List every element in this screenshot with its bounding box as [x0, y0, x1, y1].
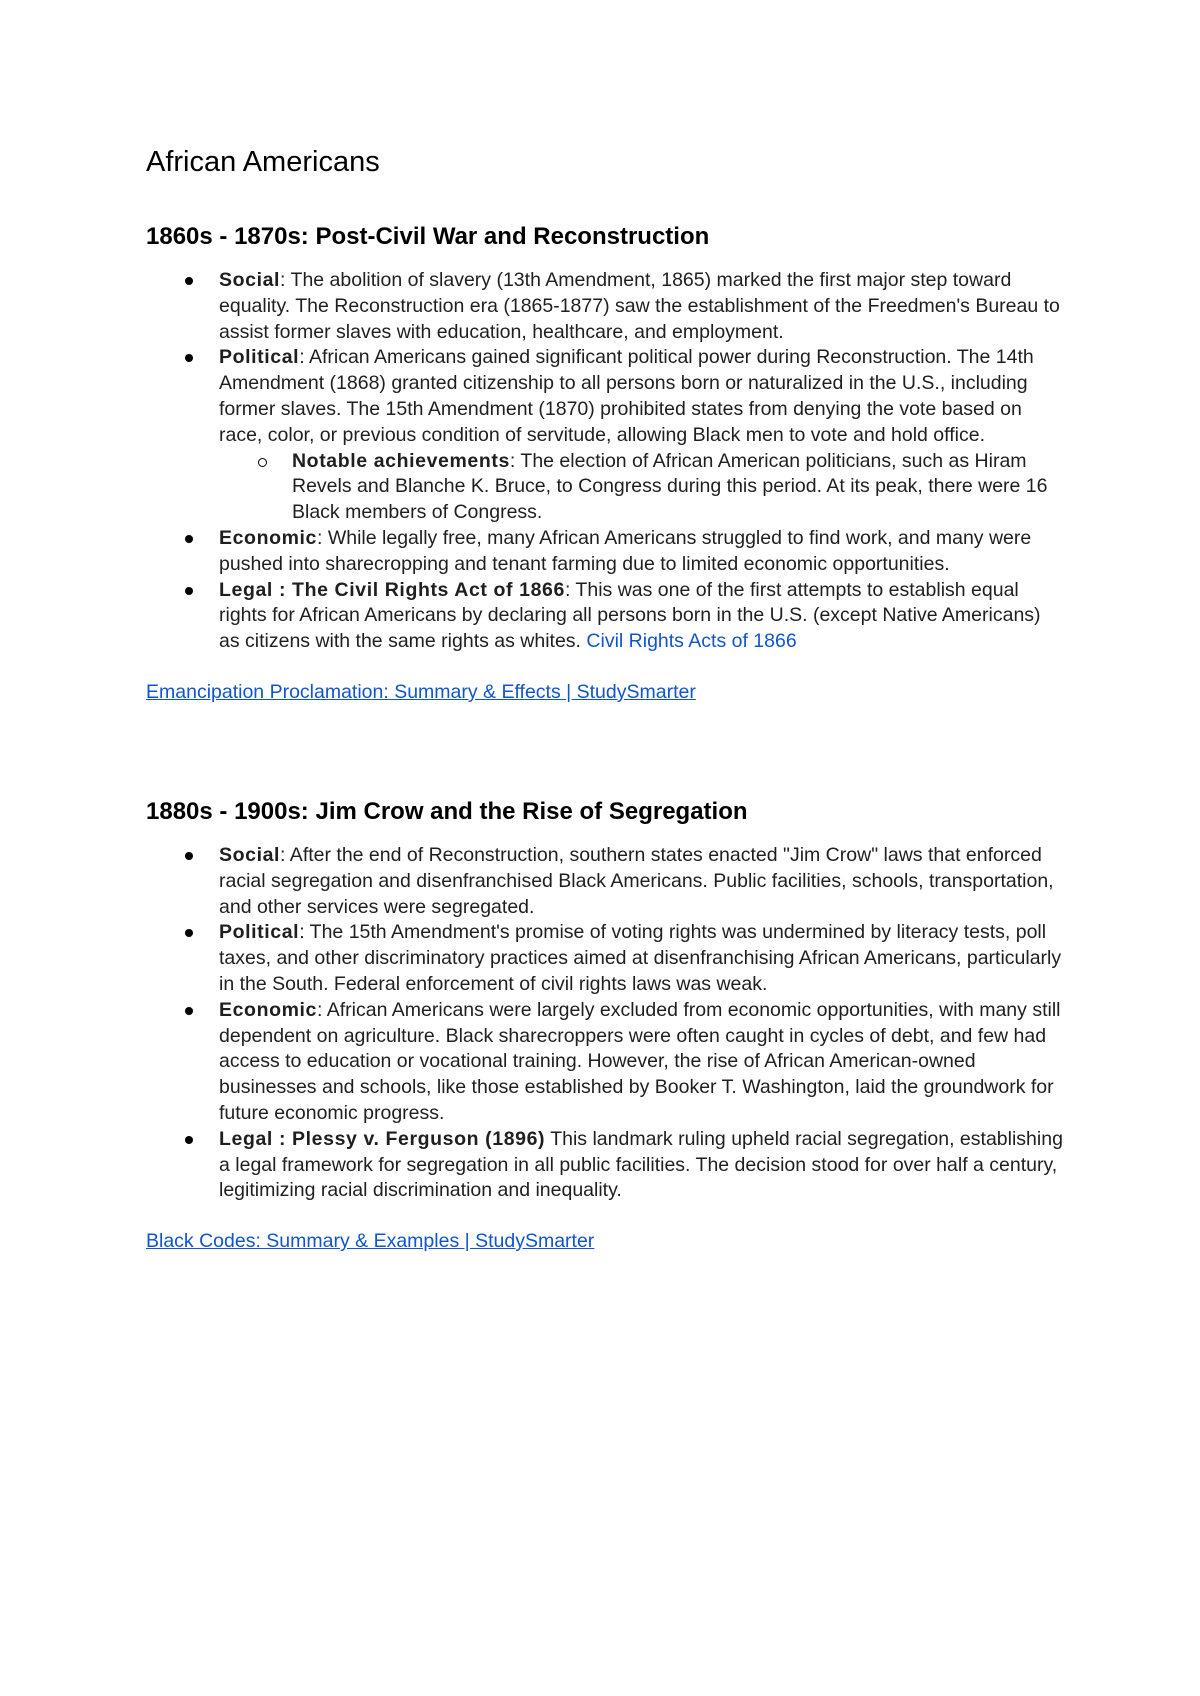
bullet-list	[146, 268, 1066, 655]
item-text: This landmark ruling upheld racial segregation, establishing a legal framework for segregation in all public facilities. The decision stood for over half a century, legitimizing racial discrimination and inequality.	[219, 1127, 1063, 1202]
section-heading: 1880s - 1900s: Jim Crow and the Rise of Segregation	[146, 797, 748, 825]
reference-line	[146, 679, 1066, 705]
sub-list-item-achievements	[292, 449, 1066, 526]
item-text: : The 15th Amendment's promise of voting rights was undermined by literacy tests, poll taxes, and other discriminatory practices aimed at disenfranchising African Americans, particularly in the South. Federal enforcement of civil rights laws was weak.	[219, 921, 1062, 995]
section-jim-crow	[146, 795, 1066, 1254]
item-label: Social	[219, 843, 281, 866]
sub-bullet-list	[219, 449, 1066, 526]
list-item-economic	[219, 998, 1066, 1127]
item-text: : The abolition of slavery (13th Amendment, 1865) marked the first major step toward equality. The Reconstruction era (1865-1877) saw the establishment of the Freedmen's Bureau to assist former slaves with education, healthcare, and employment.	[219, 269, 1060, 343]
list-item-legal	[219, 578, 1066, 655]
document-page	[146, 140, 1066, 1254]
item-label: Political	[219, 346, 300, 369]
civil-rights-acts-link[interactable]: Civil Rights Acts of 1866	[586, 630, 797, 653]
item-label: Economic	[219, 526, 317, 549]
reference-line	[146, 1228, 1066, 1254]
bullet-list	[146, 843, 1066, 1204]
item-label: Notable achievements	[292, 449, 510, 472]
item-text: : This was one of the first attempts to establish equal rights for African Americans by declaring all persons born in the U.S. (except Native Americans) as citizens with the same rights as whites.	[219, 578, 1041, 653]
section-heading: 1860s - 1870s: Post-Civil War and Reconstruction	[146, 223, 710, 250]
item-label: Legal : The Civil Rights Act of 1866	[219, 578, 565, 601]
list-item-social	[219, 843, 1066, 920]
black-codes-link[interactable]: Black Codes: Summary & Examples | StudySmarter	[146, 1230, 595, 1253]
item-label: Economic	[219, 998, 317, 1021]
item-label: Social	[219, 269, 281, 291]
list-item-political	[219, 920, 1066, 997]
item-text: : After the end of Reconstruction, southern states enacted "Jim Crow" laws that enforced racial segregation and disenfranchised Black Americans. Public facilities, schools, transportation, and other services were segregated.	[219, 843, 1054, 918]
item-text: : African Americans were largely excluded from economic opportunities, with many still dependent on agriculture. Black sharecroppers were often caught in cycles of debt, and few had access to education or vocational training. However, the rise of African American-owned businesses and schools, like those established by Booker T. Washington, laid the groundwork for future economic progress.	[219, 998, 1061, 1124]
item-text: : The election of African American politicians, such as Hiram Revels and Blanche K. Bruce, to Congress during this period. At its peak, there were 16 Black members of Congress.	[292, 449, 1048, 524]
item-text: : While legally free, many African Americans struggled to find work, and many were pushed into sharecropping and tenant farming due to limited economic opportunities.	[219, 526, 1032, 575]
list-item-social	[219, 268, 1066, 345]
list-item-political	[219, 345, 1066, 526]
list-item-economic	[219, 526, 1066, 578]
item-label: Legal : Plessy v. Ferguson (1896)	[219, 1127, 546, 1150]
item-text: : African Americans gained significant political power during Reconstruction. The 14th Amendment (1868) granted citizenship to all persons born or naturalized in the U.S., including former slaves. The 15th Amendment (1870) prohibited states from denying the vote based on race, color, or previous condition of servitude, allowing Black men to vote and hold office.	[219, 346, 1034, 446]
document-title: African Americans	[146, 146, 380, 178]
emancipation-proclamation-link[interactable]: Emancipation Proclamation: Summary & Effects | StudySmarter	[146, 680, 696, 703]
section-reconstruction	[146, 220, 1066, 705]
item-label: Political	[219, 921, 300, 944]
list-item-legal	[219, 1127, 1066, 1204]
